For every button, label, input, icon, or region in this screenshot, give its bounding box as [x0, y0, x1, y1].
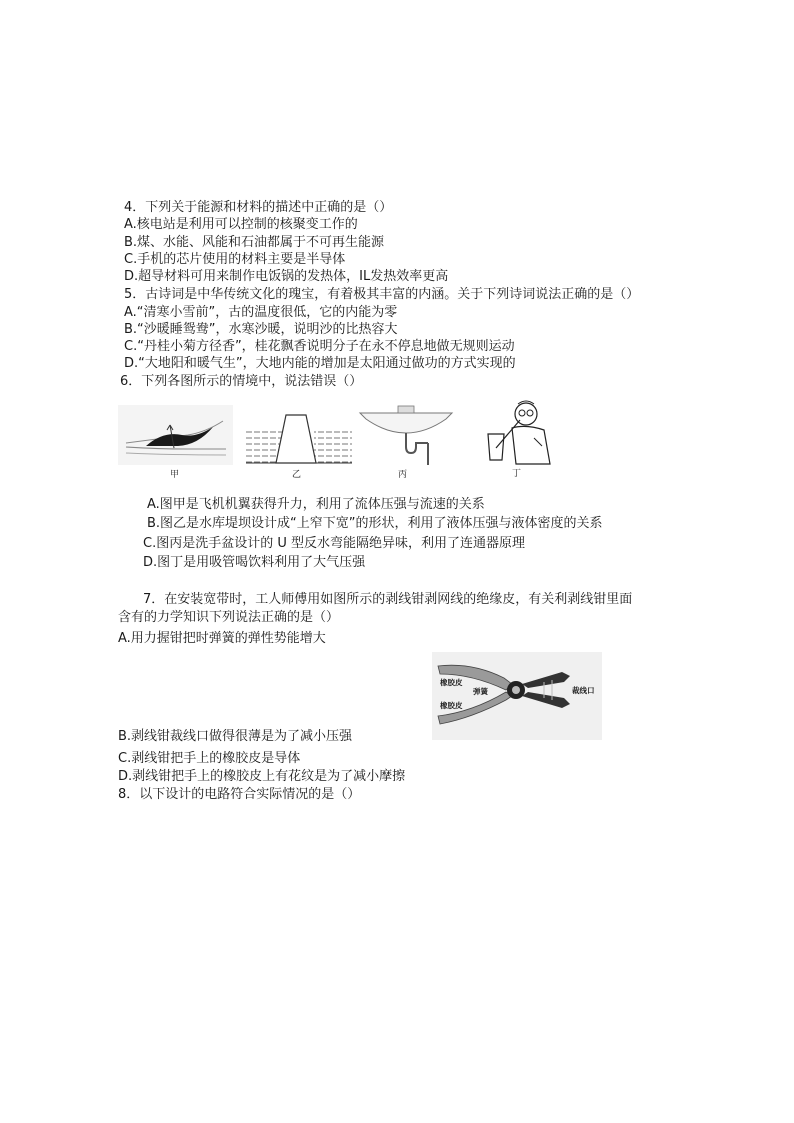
label-cut-mouth: 裁线口 [572, 686, 595, 695]
label-spring: 弹簧 [473, 687, 488, 696]
figure-dam [246, 405, 352, 480]
q6-option-c: C.图丙是洗手盆设计的 U 型反水弯能隔绝异味，利用了连通器原理 [143, 536, 525, 551]
figure-sink [356, 403, 456, 480]
q8-stem: 8．以下设计的电路符合实际情况的是（） [118, 787, 361, 802]
q4-stem: 4．下列关于能源和材料的描述中正确的是（） [124, 200, 393, 215]
q4-option-b: B.煤、水能、风能和石油都属于不可再生能源 [124, 235, 385, 250]
q6-option-a: A.图甲是飞机机翼获得升力，利用了流体压强与流速的关系 [147, 497, 485, 512]
q7-option-b: B.剥线钳裁线口做得很薄是为了减小压强 [118, 729, 353, 744]
q4-option-a: A.核电站是利用可以控制的核聚变工作的 [124, 217, 358, 232]
figure-wire-stripper [432, 652, 602, 740]
q7-option-a: A.用力握钳把时弹簧的弹性势能增大 [118, 631, 326, 646]
q7-stem-line2: 含有的力学知识下列说法正确的是（） [118, 610, 340, 625]
figure-airfoil [118, 405, 233, 480]
figure-label-yi: 乙 [292, 470, 302, 480]
figure-straw [478, 398, 560, 480]
sink-drawing [356, 403, 456, 467]
q7-option-c: C.剥线钳把手上的橡胶皮是导体 [118, 751, 301, 766]
wire-stripper-drawing [432, 652, 602, 740]
q4-option-d: D.超导材料可用来制作电饭锅的发热体，IL发热效率更高 [124, 269, 449, 284]
figure-label-bing: 丙 [398, 470, 408, 480]
q6-stem: 6．下列各图所示的情境中，说法错误（） [120, 374, 363, 389]
figure-label-jia: 甲 [170, 470, 180, 480]
q5-option-a: A.“清寒小雪前”，古的温度很低，它的内能为零 [124, 305, 398, 320]
q7-stem-line1: 7．在安装宽带时，工人师傅用如图所示的剥线钳剥网线的绝缘皮，有关利剥线钳里面 [143, 592, 633, 607]
figure-label-ding: 丁 [512, 469, 522, 479]
q4-option-c: C.手机的芯片使用的材料主要是半导体 [124, 252, 346, 267]
q7-option-d: D.剥线钳把手上的橡胶皮上有花纹是为了减小摩擦 [118, 769, 406, 784]
label-rubber-bottom: 橡胶皮 [440, 701, 463, 710]
dam-drawing [246, 405, 352, 467]
q5-option-d: D.“大地阳和暖气生”，大地内能的增加是太阳通过做功的方式实现的 [124, 356, 516, 371]
q5-option-c: C.“丹桂小菊方径香”，桂花飘香说明分子在永不停息地做无规则运动 [124, 339, 515, 354]
straw-drawing [478, 398, 560, 468]
q5-stem: 5．古诗词是中华传统文化的瑰宝，有着极其丰富的内涵。关于下列诗词说法正确的是（） [124, 287, 640, 302]
label-rubber-top: 橡胶皮 [440, 678, 463, 687]
q6-option-b: B.图乙是水库堤坝设计成“上窄下宽”的形状，利用了液体压强与液体密度的关系 [147, 516, 603, 531]
q5-option-b: B.“沙暖睡鸳鸯”，水寒沙暖，说明沙的比热容大 [124, 322, 398, 337]
q6-option-d: D.图丁是用吸管喝饮料利用了大气压强 [143, 555, 366, 570]
